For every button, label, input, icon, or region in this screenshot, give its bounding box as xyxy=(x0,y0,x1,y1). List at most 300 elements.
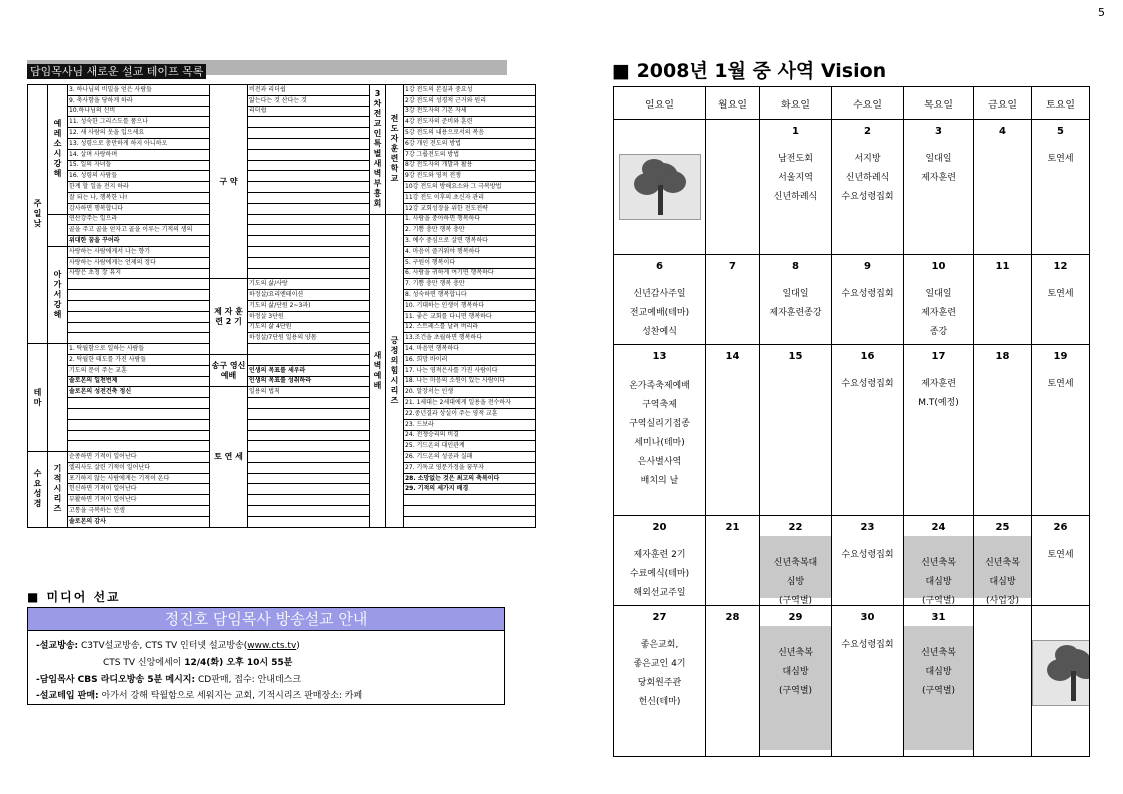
sermon-title: 13.조건을 초월하면 행복하다 xyxy=(404,333,536,344)
calendar-day xyxy=(614,345,706,516)
day-number: 22 xyxy=(788,522,803,533)
calendar-day xyxy=(832,255,904,345)
sermon-title xyxy=(248,419,370,430)
calendar-event: 신년감사주일 전교예배(테마) 성찬예식 xyxy=(629,289,690,337)
day-number: 7 xyxy=(729,261,736,272)
broadcast-banner: 정진호 담임목사 방송설교 안내 xyxy=(28,608,504,631)
calendar-day xyxy=(832,606,904,757)
series-cell: 3 차 전 교 인 특 별 새 벽 부 흥 회 xyxy=(370,85,386,215)
series-cell: 송구 영신 예배 xyxy=(210,354,248,386)
sermon-title xyxy=(248,268,370,279)
sermon-title xyxy=(248,408,370,419)
calendar-day xyxy=(1032,516,1090,606)
sermon-title: 20. 알장서는 인생 xyxy=(404,387,536,398)
weekday-header: 일요일 xyxy=(614,87,706,120)
media-heading-text: 미디어 선교 xyxy=(46,590,121,604)
day-number: 24 xyxy=(931,522,946,533)
sermon-title: 9강 전도와 영적 전쟁 xyxy=(404,171,536,182)
sermon-title xyxy=(248,128,370,139)
sermon-title: 15. 일의 자녀들 xyxy=(68,160,210,171)
sermon-title: 사랑은 초청 장 유지 xyxy=(68,268,210,279)
sermon-title: 26. 기드온의 성공과 실패 xyxy=(404,452,536,463)
sermon-title xyxy=(68,419,210,430)
sermon-title: 14. 마음먼 행복하다 xyxy=(404,344,536,355)
calendar-title: ■ 2008년 1월 중 사역 Vision xyxy=(612,60,887,82)
tree-photo xyxy=(619,154,701,220)
sermon-title: 4. 마음이 즐거워야 행복하다 xyxy=(404,246,536,257)
day-number: 4 xyxy=(999,126,1006,137)
sermon-row xyxy=(28,128,536,139)
sermon-title: 7. 기쁨 충만 행복 충만 xyxy=(404,279,536,290)
sermon-title: 12. 새 사람의 옷을 입으세요 xyxy=(68,128,210,139)
calendar-event: 제자훈련 2기 수료예식(테마) 해외선교주일 xyxy=(629,550,690,598)
sermon-title xyxy=(248,236,370,247)
sermon-title: 11. 성숙한 그리스도를 품으나 xyxy=(68,117,210,128)
sermon-title xyxy=(248,117,370,128)
sermon-list-title: 담임목사님 새로운 설교 테이프 목록 xyxy=(27,64,206,79)
series-cell: 긍 정 의 힘 시 리 즈 xyxy=(386,214,404,527)
sermon-row xyxy=(28,246,536,257)
series-cell: 토 연 세 xyxy=(210,387,248,527)
day-number: 28 xyxy=(725,612,740,623)
calendar-event: 신년축복 대심방 (구역별) xyxy=(904,536,973,598)
sermon-title: 순종하면 기적이 일어난다 xyxy=(68,452,210,463)
sermon-title: 하정살/요리엔테이션 xyxy=(248,290,370,301)
sermon-title: 하정살/7단원 일용의 양몸 xyxy=(248,333,370,344)
sermon-row xyxy=(28,311,536,322)
day-number: 5 xyxy=(1057,126,1064,137)
day-number: 26 xyxy=(1053,522,1068,533)
sermon-list-header xyxy=(27,60,507,78)
sermon-title: 22.중년결과 상실이 주는 영적 교훈 xyxy=(404,408,536,419)
day-number: 1 xyxy=(792,126,799,137)
sermon-title: 10.하나님의 신비 xyxy=(68,106,210,117)
sermon-title xyxy=(248,462,370,473)
sermon-title: 앎는다는 것 산다는 것 xyxy=(248,95,370,106)
sermon-row xyxy=(28,300,536,311)
sermon-row xyxy=(28,333,536,344)
category-cell: 주 일 낮 xyxy=(28,85,48,344)
weekday-header: 수요일 xyxy=(832,87,904,120)
weekday-header: 금요일 xyxy=(974,87,1032,120)
sermon-row xyxy=(28,516,536,527)
sermon-title: 23. 드보라 xyxy=(404,419,536,430)
sermon-title: 8강 전도자의 개발과 활용 xyxy=(404,160,536,171)
weekday-header: 토요일 xyxy=(1032,87,1090,120)
calendar-day xyxy=(974,255,1032,345)
sermon-row xyxy=(28,203,536,214)
sermon-title: 연산강주는 일으라 xyxy=(68,214,210,225)
calendar-week xyxy=(614,345,1090,516)
calendar-event: 토연세 xyxy=(1047,550,1074,560)
calendar-day xyxy=(1032,255,1090,345)
sermon-title: 인생의 목표를 세우라 xyxy=(248,365,370,376)
calendar-event: 신년축복대 심방 (구역별) xyxy=(760,536,831,598)
sermon-title: 2강 전도의 성경적 근거와 원리 xyxy=(404,95,536,106)
sermon-row xyxy=(28,214,536,225)
day-number: 16 xyxy=(860,351,875,362)
sermon-title xyxy=(248,430,370,441)
calendar-day xyxy=(1032,345,1090,516)
calendar-event: 신년축복 대심방 (구역별) xyxy=(904,626,973,750)
calendar-event: 일대일 제자훈련 xyxy=(921,154,956,183)
sermon-title: 골을 주고 골을 얻자고 골을 이루는 기적의 생의 xyxy=(68,225,210,236)
day-number: 19 xyxy=(1053,351,1068,362)
calendar-day xyxy=(1032,120,1090,255)
sermon-title xyxy=(248,203,370,214)
day-number xyxy=(1032,606,1089,626)
sermon-title: 비전과 리더쉽 xyxy=(248,85,370,96)
sermon-title: 기도의 삶/단원 2~3과) xyxy=(248,300,370,311)
broadcast-line-1: -설교방송: C3TV설교방송, CTS TV 인터넷 설교방송(www.cts.tv) xyxy=(36,641,300,651)
series-cell xyxy=(48,344,68,452)
calendar-event: 온가족축제예배 구역축제 구역실리기접종 세미나(테마) 은사별사역 배치의 날 xyxy=(629,381,690,486)
sermon-title xyxy=(248,495,370,506)
sermon-title: 1. 사람을 중아하면 행복하다 xyxy=(404,214,536,225)
sermon-title: 한계 할 일을 전지 하라 xyxy=(68,182,210,193)
calendar-day xyxy=(904,120,974,255)
series-cell: 아 가 서 강 해 xyxy=(48,246,68,343)
sermon-title: 솔로몬의 감사 xyxy=(68,516,210,527)
sermon-row xyxy=(28,387,536,398)
calendar-event: 수요성령집회 xyxy=(841,289,894,299)
sermon-row xyxy=(28,268,536,279)
calendar-day xyxy=(760,345,832,516)
day-number xyxy=(614,120,705,140)
series-cell: 제 자 훈 련 2 기 xyxy=(210,279,248,355)
sermon-title: 10. 기대하는 인생이 행복하다 xyxy=(404,300,536,311)
calendar-day xyxy=(974,120,1032,255)
sermon-title: 5강 전도의 내용으로서의 복음 xyxy=(404,128,536,139)
calendar-event: 수요성령집회 xyxy=(841,550,894,560)
sermon-row xyxy=(28,506,536,517)
sermon-title xyxy=(248,516,370,527)
calendar-day xyxy=(614,516,706,606)
day-number: 15 xyxy=(788,351,803,362)
calendar-table xyxy=(613,86,1090,757)
sermon-title: 부활하면 기적이 일어난다 xyxy=(68,495,210,506)
category-cell: 테 마 xyxy=(28,344,48,452)
day-number: 10 xyxy=(931,261,946,272)
sermon-title xyxy=(248,354,370,365)
calendar-day xyxy=(904,606,974,757)
weekday-header: 월요일 xyxy=(706,87,760,120)
sermon-title: 9. 축사함을 당하게 하라 xyxy=(68,95,210,106)
calendar-day xyxy=(614,120,706,255)
sermon-row xyxy=(28,95,536,106)
weekday-header: 화요일 xyxy=(760,87,832,120)
day-number xyxy=(974,606,1031,626)
calendar-event: 제자훈련 M.T(예정) xyxy=(918,379,959,408)
sermon-title: 사랑하는 사람에게는 언제의 정다 xyxy=(68,257,210,268)
sermon-title xyxy=(248,149,370,160)
sermon-title: 감사하면 행복합니다 xyxy=(68,203,210,214)
sermon-title: 16. 희망 바이러 xyxy=(404,354,536,365)
sermon-title: 12. 스트레스를 날려 버리라 xyxy=(404,322,536,333)
calendar-day xyxy=(760,120,832,255)
calendar-day xyxy=(974,345,1032,516)
cts-link[interactable]: www.cts.tv xyxy=(247,641,297,651)
media-heading: ■ 미디어 선교 xyxy=(27,590,121,604)
day-number: 14 xyxy=(725,351,740,362)
sermon-title: 2. 탁월한 태도를 가진 사람들 xyxy=(68,354,210,365)
sermon-row xyxy=(28,354,536,365)
series-cell: 구 약 xyxy=(210,85,248,279)
day-number: 21 xyxy=(725,522,740,533)
sermon-title: 11. 좋은 교회를 다니면 행복하다 xyxy=(404,311,536,322)
sermon-row xyxy=(28,376,536,387)
sermon-title: 11강 전도 이후의 초신자 관리 xyxy=(404,192,536,203)
calendar-event: 토연세 xyxy=(1047,154,1074,164)
sermon-title xyxy=(248,257,370,268)
sermon-title: 사랑하는 사람에게서 나는 향기 xyxy=(68,246,210,257)
day-number: 11 xyxy=(995,261,1010,272)
calendar-day xyxy=(706,345,760,516)
calendar-day xyxy=(760,516,832,606)
day-number xyxy=(706,120,759,140)
sermon-title xyxy=(68,279,210,290)
day-number: 9 xyxy=(864,261,871,272)
sermon-title: 13. 성령으로 충만하게 하지 아니하오 xyxy=(68,138,210,149)
sermon-title: 포기하지 않는 사람에게는 기적이 온다 xyxy=(68,473,210,484)
calendar-day xyxy=(974,606,1032,757)
calendar-day xyxy=(1032,606,1090,757)
day-number: 8 xyxy=(792,261,799,272)
sermon-title xyxy=(248,171,370,182)
calendar-day xyxy=(706,606,760,757)
sermon-title xyxy=(248,138,370,149)
sermon-title xyxy=(68,398,210,409)
sermon-title: 27. 기독교 영문가정을 꿈꾸자 xyxy=(404,462,536,473)
day-number: 20 xyxy=(652,522,667,533)
calendar-event: 신년축복 대심방 (사업장) xyxy=(974,536,1031,598)
sermon-title: 하정살 3단원 xyxy=(248,311,370,322)
day-number: 25 xyxy=(995,522,1010,533)
sermon-title xyxy=(248,225,370,236)
calendar-event: 수요성령집회 xyxy=(841,379,894,389)
day-number: 13 xyxy=(652,351,667,362)
broadcast-line-2: CTS TV 신앙에세이 12/4(화) 오후 10시 55분 xyxy=(103,658,293,668)
sermon-row xyxy=(28,138,536,149)
sermon-title xyxy=(248,192,370,203)
sermon-title xyxy=(68,430,210,441)
calendar-day xyxy=(904,345,974,516)
sermon-row xyxy=(28,430,536,441)
sermon-row xyxy=(28,192,536,203)
sermon-title: 3. 예수 중심으로 살면 행복하다 xyxy=(404,236,536,247)
calendar-day xyxy=(904,255,974,345)
sermon-title: 16. 성령의 사람들 xyxy=(68,171,210,182)
sermon-row xyxy=(28,149,536,160)
sermon-row xyxy=(28,117,536,128)
sermon-title xyxy=(68,311,210,322)
sermon-title: 25. 기드온의 대인관계 xyxy=(404,441,536,452)
sermon-title: 7강 그룹전도의 방법 xyxy=(404,149,536,160)
sermon-row xyxy=(28,462,536,473)
sermon-row xyxy=(28,484,536,495)
sermon-title: 28. 소망없는 것은 최고의 축복이다 xyxy=(404,473,536,484)
day-number: 6 xyxy=(656,261,663,272)
sermon-title xyxy=(248,473,370,484)
sermon-title xyxy=(248,246,370,257)
calendar-day xyxy=(706,120,760,255)
series-cell xyxy=(48,214,68,246)
sermon-title: 고통을 극복하는 인생 xyxy=(68,506,210,517)
sermon-title xyxy=(68,322,210,333)
sermon-title: 솔로몬의 성전건축 정신 xyxy=(68,387,210,398)
sermon-title: 6강 개인 전도의 방법 xyxy=(404,138,536,149)
sermon-title: 8. 성숙하면 행복합니다 xyxy=(404,290,536,301)
sermon-title: 12강 교회성장을 위한 전도전략 xyxy=(404,203,536,214)
calendar-week xyxy=(614,120,1090,255)
sermon-title xyxy=(248,160,370,171)
calendar-event: 신년축복 대심방 (구역별) xyxy=(760,626,831,750)
day-number: 30 xyxy=(860,612,875,623)
sermon-row xyxy=(28,279,536,290)
sermon-title: 2. 기쁨 충만 행복 충만 xyxy=(404,225,536,236)
sermon-row xyxy=(28,322,536,333)
sermon-row xyxy=(28,257,536,268)
sermon-row xyxy=(28,398,536,409)
sermon-title: 6. 사람을 귀하게 여기면 행복하다 xyxy=(404,268,536,279)
sermon-title xyxy=(248,182,370,193)
sermon-title: 1. 탁월함으로 일하는 사람들 xyxy=(68,344,210,355)
sermon-title: 인생의 목표를 성취하라 xyxy=(248,376,370,387)
sermon-row xyxy=(28,419,536,430)
sermon-title xyxy=(248,452,370,463)
sermon-title: 18. 나는 마음의 소원이 있는 사람이다 xyxy=(404,376,536,387)
sermon-title: 4강 전도자의 준비와 훈련 xyxy=(404,117,536,128)
sermon-title xyxy=(248,506,370,517)
sermon-title: 일용의 법칙 xyxy=(248,387,370,398)
sermon-title xyxy=(404,495,536,506)
day-number: 23 xyxy=(860,522,875,533)
sermon-title xyxy=(404,516,536,527)
sermon-title xyxy=(68,290,210,301)
sermon-title: 1강 전도의 본질과 중요성 xyxy=(404,85,536,96)
sermon-title xyxy=(68,333,210,344)
sermon-row xyxy=(28,182,536,193)
calendar-event: 토연세 xyxy=(1047,289,1074,299)
sermon-row xyxy=(28,473,536,484)
sermon-title: 10강 전도의 방해요소와 그 극복방법 xyxy=(404,182,536,193)
calendar-event: 일대일 제자훈련 종강 xyxy=(921,289,956,337)
series-cell: 예 레 소 시 강 해 xyxy=(48,85,68,215)
sermon-title: 21. 1세대는 2세대에게 일용을 전수하자 xyxy=(404,398,536,409)
sermon-title: 5. 구원이 행복이다 xyxy=(404,257,536,268)
sermon-title xyxy=(248,484,370,495)
calendar-event: 좋은교회, 좋은교인 4기 당회원주관 헌신(테마) xyxy=(633,640,686,707)
sermon-row xyxy=(28,160,536,171)
sermon-title: 24. 전쟁승리의 비결 xyxy=(404,430,536,441)
sermon-row xyxy=(28,408,536,419)
media-box xyxy=(27,607,505,705)
day-number: 3 xyxy=(935,126,942,137)
sermon-row xyxy=(28,441,536,452)
calendar-event: 수요성령집회 xyxy=(841,640,894,650)
calendar-event: 일대일 제자훈련종강 xyxy=(769,289,822,318)
sermon-title: 기도의 문이 주는 교훈 xyxy=(68,365,210,376)
day-number: 12 xyxy=(1053,261,1068,272)
calendar-day xyxy=(832,345,904,516)
calendar-day xyxy=(974,516,1032,606)
sermon-title xyxy=(68,441,210,452)
calendar-day xyxy=(706,516,760,606)
calendar-day xyxy=(760,255,832,345)
sermon-tape-table xyxy=(27,84,536,528)
sermon-title: 14. 살며 사랑하며 xyxy=(68,149,210,160)
calendar-day xyxy=(614,606,706,757)
day-number: 2 xyxy=(864,126,871,137)
sermon-row xyxy=(28,106,536,117)
sermon-row xyxy=(28,365,536,376)
day-number: 18 xyxy=(995,351,1010,362)
series-cell: 새 벽 예 배 xyxy=(370,214,386,527)
sermon-title: 위대한 꿈을 꾸어라 xyxy=(68,236,210,247)
sermon-title xyxy=(68,300,210,311)
sermon-title xyxy=(404,506,536,517)
sermon-row xyxy=(28,290,536,301)
sermon-title: 엘리사도 살린 기적이 일어난다 xyxy=(68,462,210,473)
sermon-row xyxy=(28,236,536,247)
sermon-row xyxy=(28,495,536,506)
sermon-title xyxy=(248,344,370,355)
day-number: 31 xyxy=(931,612,946,623)
sermon-title: 리더쉽 xyxy=(248,106,370,117)
calendar-day xyxy=(832,516,904,606)
calendar-event: 남전도회 서울지역 신년하례식 xyxy=(773,154,818,202)
calendar-day xyxy=(832,120,904,255)
calendar-day xyxy=(760,606,832,757)
sermon-title: 기도의 삶 4단원 xyxy=(248,322,370,333)
sermon-title: 잘 되는 나, 행복한 나! xyxy=(68,192,210,203)
sermon-row xyxy=(28,85,536,96)
sermon-title: 솔로몬의 일천번제 xyxy=(68,376,210,387)
calendar-day xyxy=(614,255,706,345)
day-number: 17 xyxy=(931,351,946,362)
sermon-title xyxy=(68,408,210,419)
calendar-event: 서지방 신년하례식 수요성령집회 xyxy=(841,154,894,202)
series-cell: 기 적 시 리 즈 xyxy=(48,452,68,528)
sermon-row xyxy=(28,225,536,236)
series-cell: 전 도 자 훈 련 학 교 xyxy=(386,85,404,215)
calendar-week xyxy=(614,606,1090,757)
sermon-row xyxy=(28,344,536,355)
sermon-title: 3. 하나님의 비밀을 얻은 사람들 xyxy=(68,85,210,96)
day-number: 27 xyxy=(652,612,667,623)
sermon-title xyxy=(248,441,370,452)
sermon-title xyxy=(248,398,370,409)
broadcast-line-4: -설교테입 판매: 아가서 강해 탁월함으로 세워지는 교회, 기적시리즈 판매장소: 카페 xyxy=(36,691,363,701)
calendar-week xyxy=(614,516,1090,606)
sermon-title: 29. 기적의 세가지 배경 xyxy=(404,484,536,495)
page-number: 5 xyxy=(1098,6,1105,19)
sermon-row xyxy=(28,452,536,463)
calendar-event: 토연세 xyxy=(1047,379,1074,389)
sermon-title: 3강 전도자의 기본 자세 xyxy=(404,106,536,117)
sermon-title: 17. 나는 영적은사를 가진 사람이다 xyxy=(404,365,536,376)
sermon-title: 헌신하면 기적이 일어난다 xyxy=(68,484,210,495)
sermon-row xyxy=(28,171,536,182)
sermon-title xyxy=(248,214,370,225)
category-cell: 수 요 성 경 xyxy=(28,452,48,528)
sermon-title: 기도의 삶/사랑 xyxy=(248,279,370,290)
weekday-header: 목요일 xyxy=(904,87,974,120)
calendar-day xyxy=(904,516,974,606)
calendar-day xyxy=(706,255,760,345)
day-number: 29 xyxy=(788,612,803,623)
tree-photo xyxy=(1032,640,1090,706)
